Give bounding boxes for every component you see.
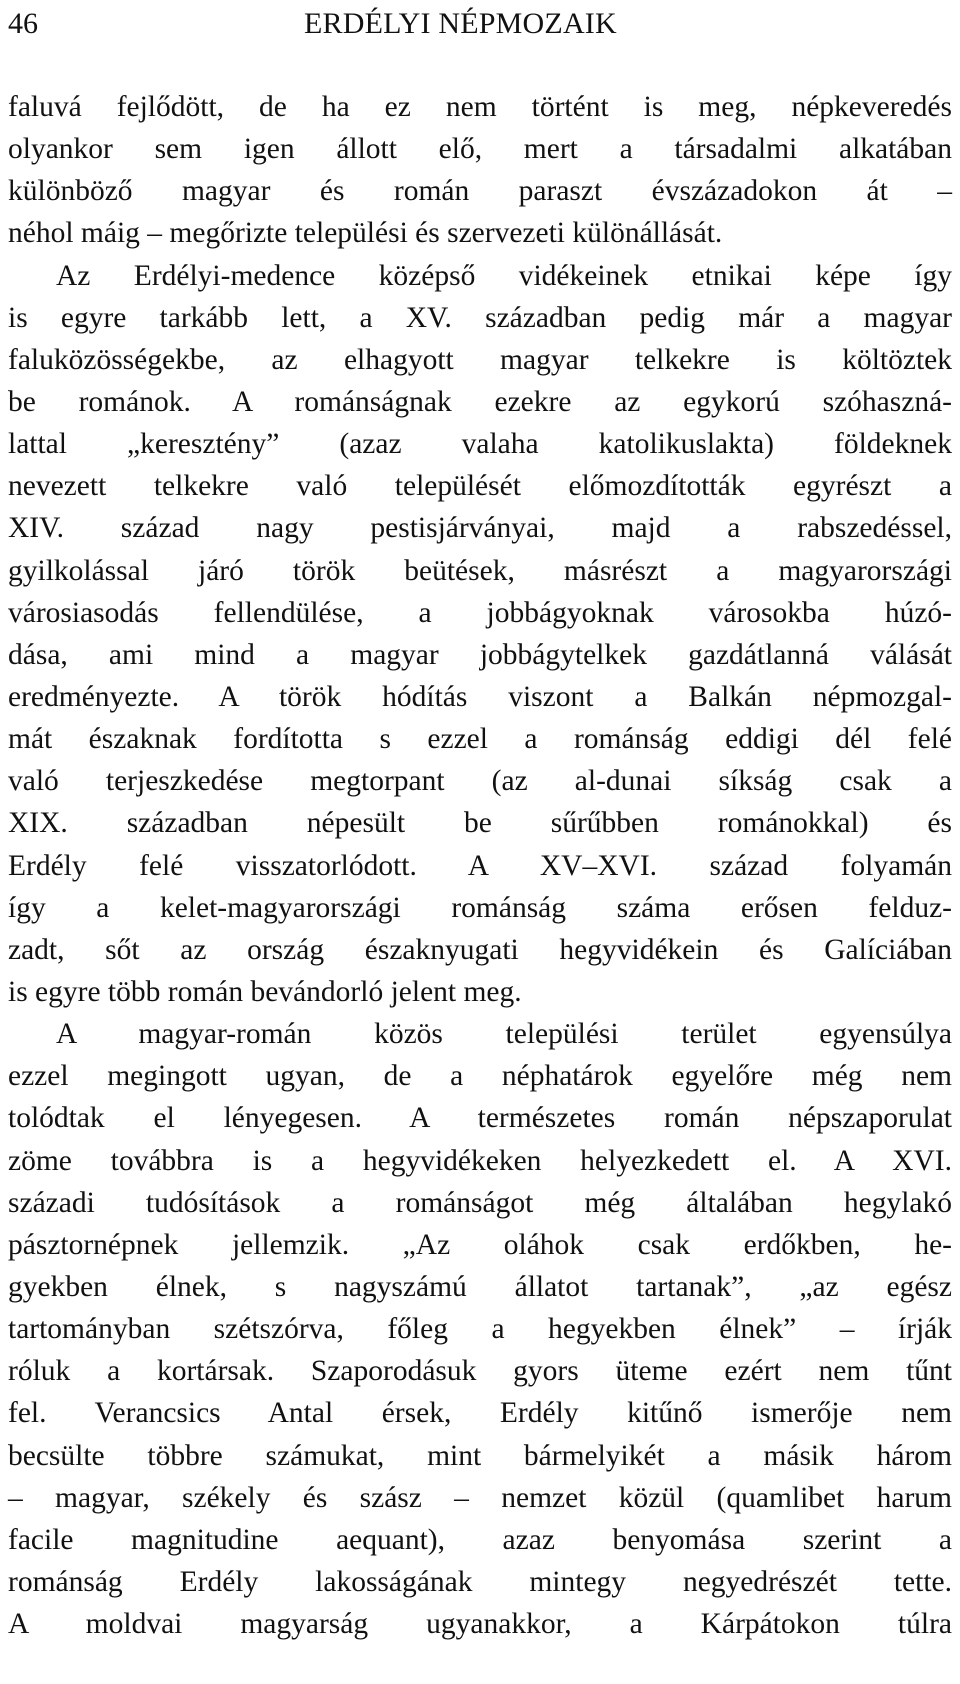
text-line: lattal „keresztény” (azaz valaha katolikuslakta) földeknek (8, 428, 952, 461)
text-line: való terjeszkedése megtorpant (az al-dunai síkság csak a (8, 765, 952, 798)
text-line: így a kelet-magyarországi románság száma erősen felduz- (8, 891, 952, 924)
text-line: Erdély felé visszatorlódott. A XV–XVI. század folyamán (8, 849, 952, 882)
text-line: tolódtak el lényegesen. A természetes román népszaporulat (8, 1102, 952, 1135)
text-line: századi tudósítások a románságot még általában hegylakó (8, 1186, 952, 1219)
text-line: is egyre tarkább lett, a XV. században pedig már a magyar (8, 301, 952, 334)
text-line: mát északnak fordította s ezzel a románság eddigi dél felé (8, 723, 952, 756)
text-line: dása, ami mind a magyar jobbágytelkek gazdátlanná válását (8, 638, 952, 671)
text-line: XIX. században népesült be sűrűbben románokkal) és (8, 807, 952, 840)
paragraph (8, 1013, 952, 1645)
text-line: faluközösségekbe, az elhagyott magyar telkekre is költöztek (8, 343, 952, 376)
text-line: zadt, sőt az ország északnyugati hegyvidékein és Galíciában (8, 933, 952, 966)
text-line: városiasodás fellendülése, a jobbágyoknak városokba húzó- (8, 596, 952, 629)
text-line: A magyar-román közös települési terület egyensúlya (56, 1018, 952, 1051)
running-title: ERDÉLYI NÉPMOZAIK (304, 7, 617, 40)
text-line: olyankor sem igen állott elő, mert a társadalmi alkatában (8, 133, 952, 166)
text-line: pásztornépnek jellemzik. „Az oláhok csak erdőkben, he- (8, 1228, 952, 1261)
text-line: gyilkolással járó török beütések, másrészt a magyarországi (8, 554, 952, 587)
text-line: faluvá fejlődött, de ha ez nem történt is meg, népkeveredés (8, 91, 952, 123)
text-line: románság Erdély lakosságának mintegy negyedrészét tette. (8, 1565, 952, 1598)
text-line: különböző magyar és román paraszt évszázadokon át – (8, 175, 952, 208)
text-line: Az Erdélyi-medence középső vidékeinek etnikai képe így (56, 259, 952, 292)
text-line: be románok. A románságnak ezekre az egykorú szóhaszná- (8, 385, 952, 418)
text-line: róluk a kortársak. Szaporodásuk gyors üteme ezért nem tűnt (8, 1355, 952, 1388)
text-line: fel. Verancsics Antal érsek, Erdély kitűnő ismerője nem (8, 1397, 952, 1430)
page-number: 46 (8, 7, 38, 40)
text-line: A moldvai magyarság ugyanakkor, a Kárpátokon túlra (8, 1608, 952, 1641)
text-line: – magyar, székely és szász – nemzet közül (quamlibet harum (8, 1481, 952, 1514)
paragraph (8, 86, 952, 255)
body-text (8, 86, 952, 1645)
text-line: ezzel megingott ugyan, de a néphatárok egyelőre még nem (8, 1060, 952, 1093)
text-line: nevezett telkekre való települését előmozdították egyrészt a (8, 470, 952, 503)
text-line: néhol máig – megőrizte települési és szervezeti különállását. (8, 217, 723, 250)
text-line: facile magnitudine aequant), azaz benyomása szerint a (8, 1523, 952, 1556)
running-header (8, 2, 952, 46)
text-line: is egyre több román bevándorló jelent meg. (8, 975, 522, 1008)
text-line: becsülte többre számukat, mint bármelyikét a másik három (8, 1439, 952, 1472)
text-line: gyekben élnek, s nagyszámú állatot tartanak”, „az egész (8, 1270, 952, 1303)
text-line: eredményezte. A török hódítás viszont a Balkán népmozgal- (8, 680, 952, 713)
text-line: zöme továbbra is a hegyvidékeken helyezkedett el. A XVI. (8, 1144, 952, 1177)
text-line: XIV. század nagy pestisjárványai, majd a rabszedéssel, (8, 512, 952, 545)
paragraph (8, 255, 952, 1014)
text-line: tartományban szétszórva, főleg a hegyekben élnek” – írják (8, 1313, 952, 1346)
